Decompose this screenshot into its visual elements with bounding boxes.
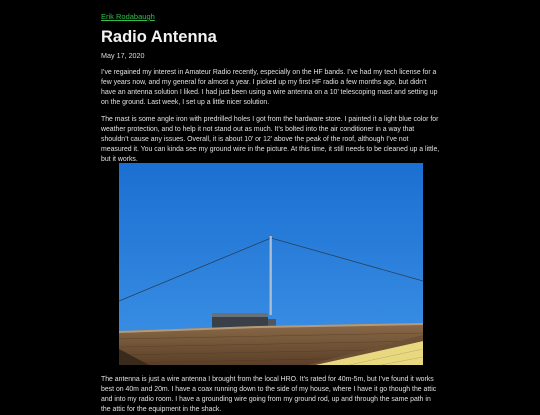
antenna-photo: [119, 163, 423, 365]
post-paragraph: I’ve regained my interest in Amateur Radio recently, especially on the HF bands. I’ve had my tech license for a few years now, and my general for almost a year. I picked up my first HF radio a few months ago, but didn’t have an antenna solution I liked. I had just been using a wire antenna on a 10’ telescoping mast and setting up on the ground. Last week, I set up a little nicer solution.: [101, 69, 438, 106]
post-date: May 17, 2020: [101, 51, 145, 60]
post-paragraph: The antenna is just a wire antenna I brought from the local HRO. It’s rated for 40m-5m, but I’ve found it works best on 40m and 20m. I have a coax running down to the side of my house, where I have it go though the attic and into my radio room. I have a grounding wire going from my ground rod, up and through the same path in the attic for the equipment in the shack.: [101, 376, 437, 413]
post-paragraph: The mast is some angle iron with predrilled holes I got from the hardware store. I painted it a light blue color for weather protection, and to help it not stand out as much. It’s bolted into the air conditioner in a way that shouldn’t cause any issues. Overall, it is about 10’ or 12’ above the peak of the roof, although I’ve not measured it. You can kinda see my ground wire in the picture. At this time, it still needs to be cleaned up a little, but it works.: [101, 116, 440, 163]
author-home-link[interactable]: Erik Rodabaugh: [101, 12, 155, 21]
post-title: Radio Antenna: [101, 28, 217, 46]
